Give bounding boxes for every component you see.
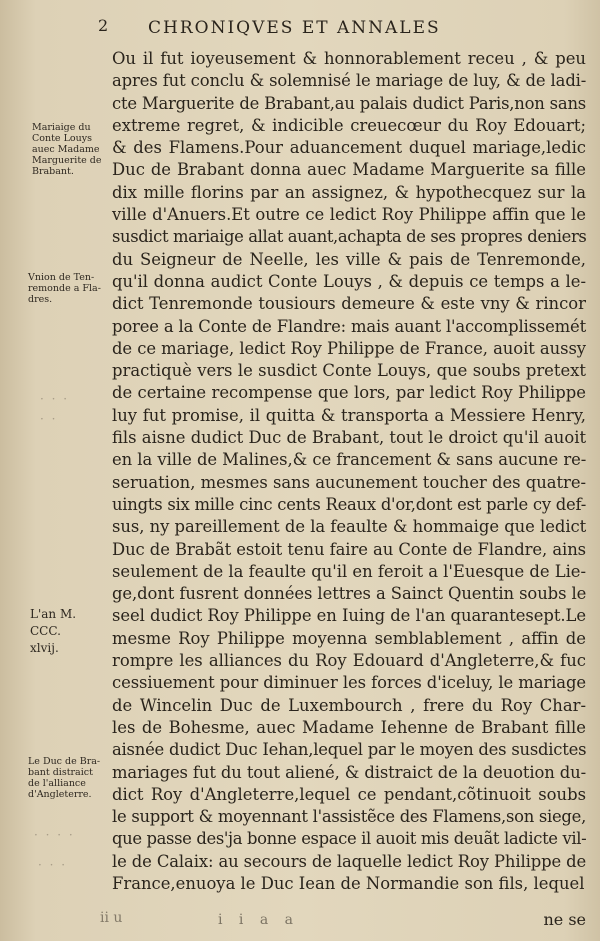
text-line: fils aisne dudict Duc de Brabant, tout le droict qu'il auoit xyxy=(112,428,587,448)
margin-note-brabant xyxy=(28,756,110,800)
text-line: France,enuoya le Duc Iean de Normandie son fils, lequel xyxy=(112,873,585,893)
margin-note-line: dres. xyxy=(28,294,53,305)
margin-note-union xyxy=(28,272,110,305)
page-header xyxy=(0,12,600,42)
text-line: dict Roy d'Angleterre,lequel ce pendant,cõtinuoit soubs xyxy=(112,784,586,804)
text-line: aisnée dudict Duc Iehan,lequel par le moyen des susdictes xyxy=(112,740,587,760)
text-line: le support & moyennant l'assistẽce des Flamens,son siege, xyxy=(112,807,586,827)
margin-note-line: auec Madame xyxy=(32,144,100,155)
text-line: le de Calaix: au secours de laquelle ledict Roy Philippe de xyxy=(112,851,587,871)
margin-note-line: L'an M. xyxy=(30,607,77,621)
text-line: susdict mariaige allat auant,achapta de ses propres deniers xyxy=(112,227,587,247)
margin-note-date xyxy=(30,606,112,657)
signature-left: ii u xyxy=(100,910,123,926)
margin-note-line: Vnion de Ten- xyxy=(28,272,95,283)
margin-note-line: Mariaige du xyxy=(32,122,91,133)
text-line: dict Tenremonde tousiours demeure & este vny & rincor xyxy=(112,294,586,314)
catchword: ne se xyxy=(543,910,586,929)
margin-note-line: de l'alliance xyxy=(28,778,86,789)
show-through-mark: · · xyxy=(40,412,58,426)
text-line: seel dudict Roy Philippe en Iuing de l'an quarantesept.Le xyxy=(112,606,586,626)
text-line: cte Marguerite de Brabant,au palais dudict Paris,non sans xyxy=(112,93,586,113)
text-line: mariages fut du tout aliené, & distraict de la deuotion du- xyxy=(112,762,586,782)
text-line: Duc de Brabant donna auec Madame Marguerite sa fille xyxy=(112,160,586,180)
margin-note-line: Le Duc de Bra- xyxy=(28,756,101,767)
text-line: qu'il donna audict Conte Louys , & depuis ce temps a le- xyxy=(112,271,586,291)
margin-note-line: d'Angleterre. xyxy=(28,789,92,800)
text-line: Ou il fut ioyeusement & honnorablement receu , & peu xyxy=(112,49,586,68)
text-line: dix mille florins par an assignez, & hypothecquez sur la xyxy=(112,182,586,202)
margin-note-line: bant distraict xyxy=(28,767,93,778)
text-line: en la ville de Malines,& ce francement & sans aucune re- xyxy=(112,450,587,470)
margin-note-line: Marguerite de xyxy=(32,155,102,166)
text-line: apres fut conclu & solemnisé le mariage de luy, & de ladi- xyxy=(112,71,587,91)
text-line: Duc de Brabãt estoit tenu faire au Conte de Flandre, ains xyxy=(112,539,587,559)
show-through-mark: · · · xyxy=(38,858,68,872)
text-line: rompre les alliances du Roy Edouard d'Angleterre,& fuc xyxy=(112,651,586,671)
text-line: luy fut promise, il quitta & transporta a Messiere Henry, xyxy=(112,405,586,425)
text-line: de ce mariage, ledict Roy Philippe de France, auoit aussy xyxy=(112,338,586,358)
signature-marks: i i a a xyxy=(218,912,299,928)
text-line: du Seigneur de Neelle, les ville & pais de Tenremonde, xyxy=(112,249,586,269)
text-line: que passe des'ja bonne espace il auoit mis deuãt ladicte vil- xyxy=(112,829,587,849)
text-line: mesme Roy Philippe moyenna semblablement , affin de xyxy=(112,628,586,648)
text-line: ge,dont fusrent données lettres a Sainct Quentin soubs le xyxy=(112,584,587,604)
margin-note-line: Brabant. xyxy=(32,166,74,177)
text-line: uingts six mille cinc cents Reaux d'or,dont est parle cy def- xyxy=(112,494,587,514)
show-through-mark: · · · · xyxy=(34,828,75,842)
text-line: les de Bohesme, auec Madame Iehenne de Brabant fille xyxy=(112,717,586,737)
text-line: sus, ny pareillement de la feaulte & hommaige que ledict xyxy=(112,517,587,537)
margin-note-line: CCC. xyxy=(30,624,61,638)
margin-note-marriage xyxy=(32,122,114,177)
text-line: seruation, mesmes sans aucunement toucher des quatre- xyxy=(112,472,586,492)
text-line: ville d'Anuers.Et outre ce ledict Roy Philippe affin que le xyxy=(112,205,586,225)
text-line: seulement de la feaulte qu'il en feroit a l'Euesque de Lie- xyxy=(112,561,586,581)
text-line: cessiuement pour diminuer les forces d'iceluy, le mariage xyxy=(112,673,586,693)
main-text-block xyxy=(112,48,586,895)
text-line: de Wincelin Duc de Luxembourch , frere du Roy Char- xyxy=(112,695,586,715)
text-line: practiquè vers le susdict Conte Louys, que soubs pretext xyxy=(112,361,586,381)
text-line: poree a la Conte de Flandre: mais auant l'accomplissemét xyxy=(112,316,586,336)
margin-note-line: xlvij. xyxy=(30,641,59,655)
text-line: de certaine recompense que lors, par ledict Roy Philippe xyxy=(112,383,586,403)
running-title: CHRONIQVES ET ANNALES xyxy=(148,18,441,38)
margin-note-line: Conte Louys xyxy=(32,133,92,144)
margin-note-line: remonde a Fla- xyxy=(28,283,101,294)
show-through-mark: · · · xyxy=(40,392,70,406)
text-line: & des Flamens.Pour aduancement duquel mariage,ledic xyxy=(112,138,586,158)
text-line: extreme regret, & indicible creuecœur du Roy Edouart; xyxy=(112,115,586,135)
folio-number: 2 xyxy=(98,16,110,35)
